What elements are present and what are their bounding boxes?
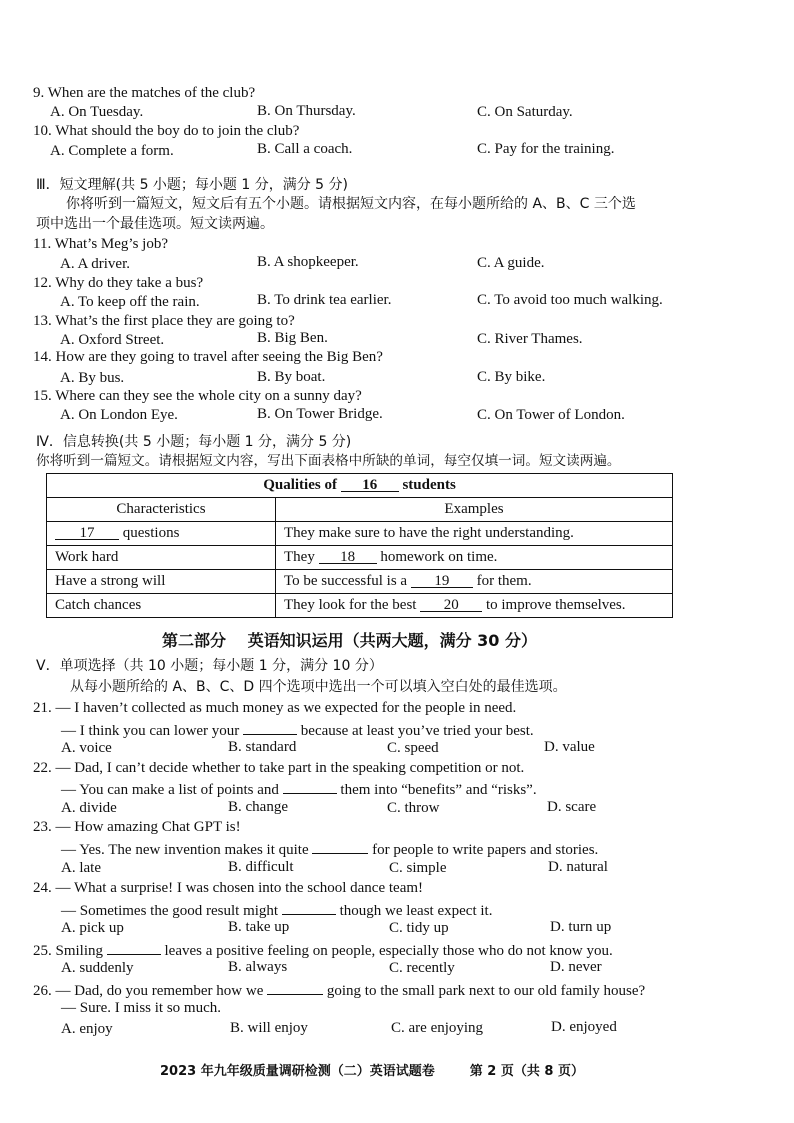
option-26a: A. enjoy <box>61 1021 113 1037</box>
option-21b: B. standard <box>228 739 297 755</box>
table-row <box>47 522 673 546</box>
option-25b: B. always <box>228 959 288 975</box>
option-13b: B. Big Ben. <box>257 330 328 346</box>
table-title: Qualities of 16 students <box>47 474 673 498</box>
question-23: 23. — How amazing Chat GPT is! <box>33 819 241 835</box>
table-cell: 17 questions <box>47 522 276 546</box>
section-4-title: Ⅳ．信息转换(共 5 小题；每小题 1 分，满分 5 分) <box>36 434 352 450</box>
question-24: 24. — What a surprise! I was chosen into the school dance team! <box>33 880 424 896</box>
table-row <box>47 570 673 594</box>
option-22a: A. divide <box>61 800 117 816</box>
answer-blank <box>107 939 161 955</box>
page-footer <box>160 1062 584 1081</box>
option-24c: C. tidy up <box>389 920 449 936</box>
section-3-instruction-1: 你将听到一篇短文，短文后有五个小题。请根据短文内容，在每小题所给的 A、B、C 三个选 <box>66 196 636 212</box>
option-26d: D. enjoyed <box>551 1019 617 1035</box>
option-14c: C. By bike. <box>477 369 546 385</box>
table-cell: Have a strong will <box>47 570 276 594</box>
blank-16: 16 <box>341 476 399 492</box>
option-26b: B. will enjoy <box>230 1020 308 1036</box>
question-26-line-2: — Sure. I miss it so much. <box>61 1000 221 1016</box>
question-12: 12. Why do they take a bus? <box>33 275 204 291</box>
option-25d: D. never <box>550 959 602 975</box>
footer-exam-title: 2023 年九年级质量调研检测（二）英语试题卷 <box>160 1064 435 1079</box>
option-14a: A. By bus. <box>60 370 125 386</box>
section-3-title: Ⅲ．短文理解(共 5 小题；每小题 1 分，满分 5 分) <box>36 177 348 193</box>
table-cell: They 18 homework on time. <box>276 546 673 570</box>
answer-blank <box>267 979 323 995</box>
table-cell: They look for the best 20 to improve themselves. <box>276 594 673 618</box>
question-11: 11. What’s Meg’s job? <box>33 236 169 252</box>
column-header-characteristics: Characteristics <box>47 498 276 522</box>
option-26c: C. are enjoying <box>391 1020 484 1036</box>
blank-19: 19 <box>411 572 473 588</box>
section-5-title: Ⅴ．单项选择（共 10 小题；每小题 1 分，满分 10 分） <box>36 658 383 674</box>
question-24-line-2: — Sometimes the good result might though we least expect it. <box>61 899 492 921</box>
option-11c: C. A guide. <box>477 255 545 271</box>
section-3-instruction-2: 项中选出一个最佳选项。短文读两遍。 <box>36 216 274 232</box>
option-9c: C. On Saturday. <box>477 104 573 120</box>
question-13: 13. What’s the first place they are going to? <box>33 313 295 329</box>
question-21: 21. — I haven’t collected as much money as we expected for the people in need. <box>33 700 517 716</box>
option-23a: A. late <box>61 860 101 876</box>
option-24a: A. pick up <box>61 920 124 936</box>
blank-20: 20 <box>420 596 482 612</box>
option-23d: D. natural <box>548 859 608 875</box>
question-14: 14. How are they going to travel after seeing the Big Ben? <box>33 349 383 365</box>
option-24d: D. turn up <box>550 919 612 935</box>
option-12a: A. To keep off the rain. <box>60 294 200 310</box>
answer-blank <box>312 838 368 854</box>
option-22c: C. throw <box>387 800 440 816</box>
option-10a: A. Complete a form. <box>50 143 174 159</box>
option-22d: D. scare <box>547 799 597 815</box>
option-14b: B. By boat. <box>257 369 326 385</box>
part-2-title: 第二部分 英语知识运用（共两大题，满分 30 分） <box>162 631 537 650</box>
option-13a: A. Oxford Street. <box>60 332 165 348</box>
option-22b: B. change <box>228 799 288 815</box>
column-header-examples: Examples <box>276 498 673 522</box>
information-table <box>46 473 673 618</box>
option-21d: D. value <box>544 739 595 755</box>
option-12c: C. To avoid too much walking. <box>477 292 663 308</box>
answer-blank <box>282 899 336 915</box>
question-21-line-2: — I think you can lower your because at least you’ve tried your best. <box>61 719 534 741</box>
table-row <box>47 546 673 570</box>
blank-18: 18 <box>319 548 377 564</box>
option-15b: B. On Tower Bridge. <box>257 406 383 422</box>
option-15a: A. On London Eye. <box>60 407 178 423</box>
question-26: 26. — Dad, do you remember how we going to the small park next to our old family house? <box>33 979 645 1001</box>
question-23-line-2: — Yes. The new invention makes it quite for people to write papers and stories. <box>61 838 598 860</box>
option-25c: C. recently <box>389 960 455 976</box>
option-11a: A. A driver. <box>60 256 130 272</box>
option-11b: B. A shopkeeper. <box>257 254 359 270</box>
question-25: 25. Smiling leaves a positive feeling on people, especially those who do not know you. <box>33 939 613 961</box>
answer-blank <box>283 778 337 794</box>
section-4-instruction: 你将听到一篇短文。请根据短文内容，写出下面表格中所缺的单词，每空仅填一词。短文读两遍。 <box>36 453 621 469</box>
section-5-instruction: 从每小题所给的 A、B、C、D 四个选项中选出一个可以填入空白处的最佳选项。 <box>70 679 567 695</box>
option-21a: A. voice <box>61 740 112 756</box>
table-cell: Catch chances <box>47 594 276 618</box>
option-12b: B. To drink tea earlier. <box>257 292 392 308</box>
question-22: 22. — Dad, I can’t decide whether to take part in the speaking competition or not. <box>33 760 525 776</box>
question-15: 15. Where can they see the whole city on a sunny day? <box>33 388 362 404</box>
table-cell: To be successful is a 19 for them. <box>276 570 673 594</box>
option-23b: B. difficult <box>228 859 294 875</box>
question-9: 9. When are the matches of the club? <box>33 85 256 101</box>
option-9a: A. On Tuesday. <box>50 104 144 120</box>
option-21c: C. speed <box>387 740 439 756</box>
question-22-line-2: — You can make a list of points and them into “benefits” and “risks”. <box>61 778 537 800</box>
option-10b: B. Call a coach. <box>257 141 353 157</box>
option-24b: B. take up <box>228 919 290 935</box>
option-15c: C. On Tower of London. <box>477 407 625 423</box>
footer-page-number: 第 2 页（共 8 页） <box>469 1064 584 1079</box>
option-23c: C. simple <box>389 860 447 876</box>
blank-17: 17 <box>55 524 119 540</box>
table-cell: Work hard <box>47 546 276 570</box>
table-row <box>47 594 673 618</box>
option-13c: C. River Thames. <box>477 331 583 347</box>
answer-blank <box>243 719 297 735</box>
option-9b: B. On Thursday. <box>257 103 356 119</box>
option-25a: A. suddenly <box>61 960 134 976</box>
option-10c: C. Pay for the training. <box>477 141 615 157</box>
table-cell: They make sure to have the right understanding. <box>276 522 673 546</box>
question-10: 10. What should the boy do to join the club? <box>33 123 300 139</box>
